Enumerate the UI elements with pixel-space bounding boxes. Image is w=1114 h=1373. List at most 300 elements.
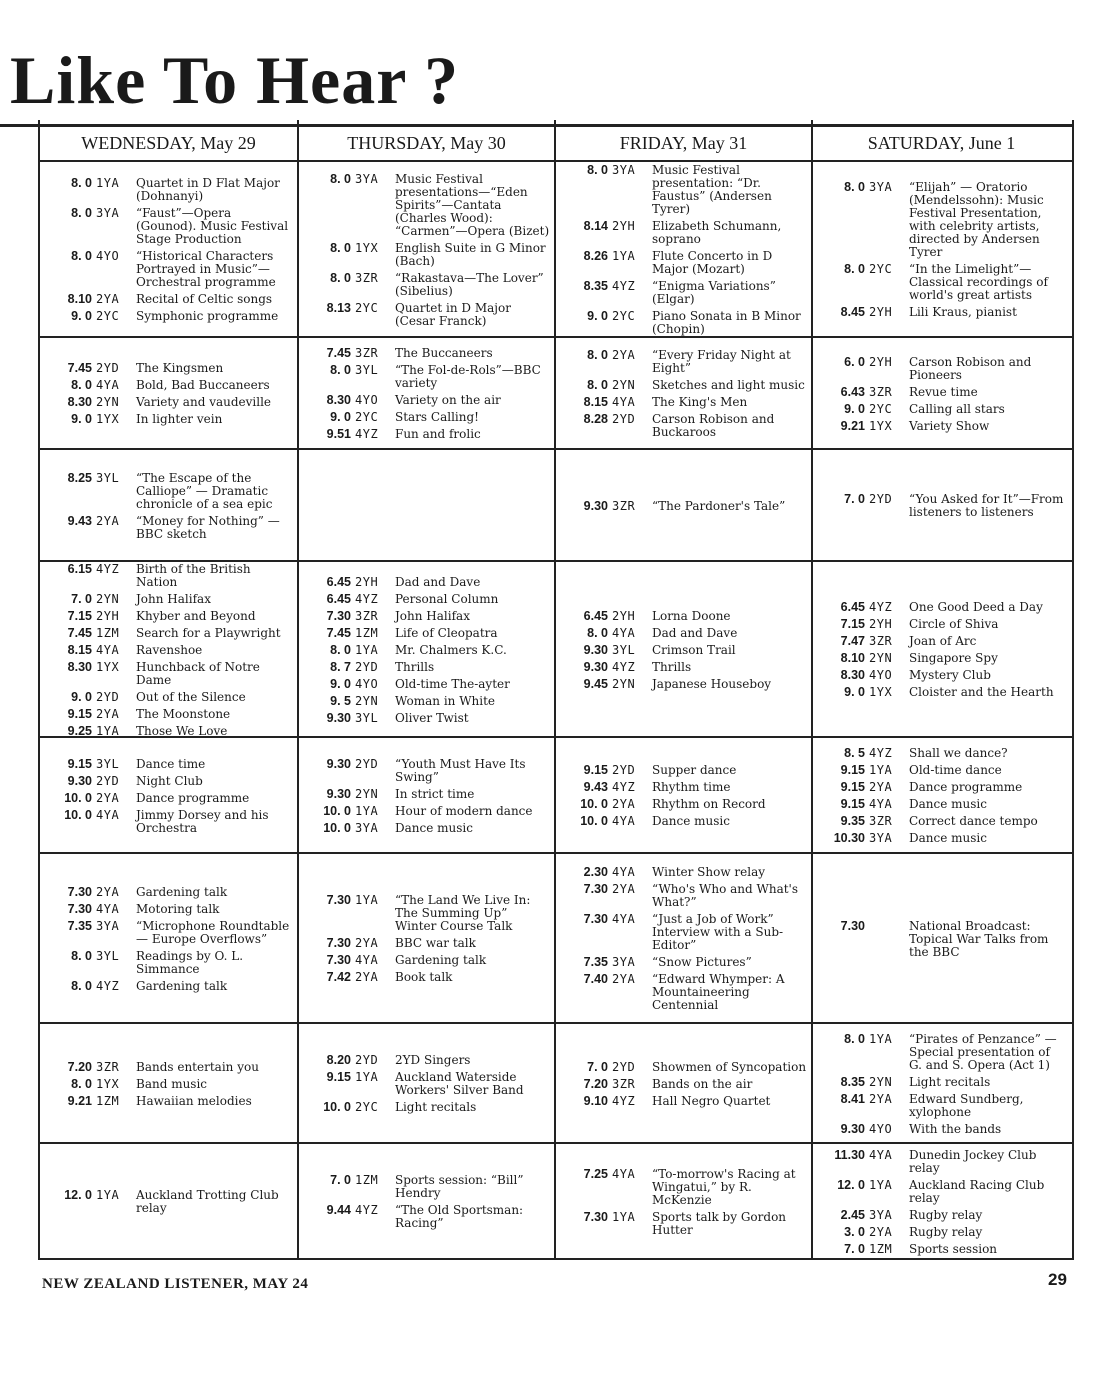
programme-time: 7.35 bbox=[583, 955, 608, 969]
station-call-sign: 1YA bbox=[355, 803, 379, 818]
programme-time: 8.10 bbox=[67, 292, 92, 306]
programme-entry bbox=[309, 712, 550, 725]
schedule-cell bbox=[813, 1144, 1070, 1258]
programme-time: 10. 0 bbox=[323, 820, 351, 835]
station-call-sign: 1ZM bbox=[355, 1173, 379, 1187]
programme-time: 7. 0 bbox=[844, 492, 865, 506]
programme-entry bbox=[823, 1226, 1066, 1239]
programme-time: 7.30 bbox=[583, 882, 608, 896]
station-call-sign: 1ZM bbox=[96, 1093, 120, 1108]
programme-entry bbox=[50, 775, 293, 788]
programme-title: Night Club bbox=[136, 773, 203, 788]
programme-time: 3. 0 bbox=[844, 1224, 865, 1239]
programme-title: Personal Column bbox=[395, 591, 499, 606]
page-title: Like To Hear ? bbox=[10, 42, 460, 118]
schedule-cell bbox=[299, 1024, 554, 1142]
programme-entry bbox=[50, 661, 293, 687]
programme-time: 7.30 bbox=[583, 1209, 608, 1224]
programme-time: 9.30 bbox=[840, 1121, 865, 1136]
programme-entry bbox=[309, 971, 550, 984]
programme-title: Sports session: “Bill” Hendry bbox=[395, 1173, 524, 1200]
programme-time: 8. 5 bbox=[844, 746, 865, 760]
programme-entry bbox=[50, 1189, 293, 1215]
station-call-sign: 2YH bbox=[612, 219, 636, 233]
programme-entry bbox=[823, 618, 1066, 631]
station-call-sign: 2YA bbox=[869, 780, 893, 794]
station-call-sign: 4YZ bbox=[869, 746, 893, 760]
programme-entry bbox=[50, 1078, 293, 1091]
station-call-sign: 2YA bbox=[96, 790, 120, 805]
programme-time: 7.20 bbox=[583, 1076, 608, 1091]
programme-title: BBC war talk bbox=[395, 936, 476, 950]
programme-time: 8. 0 bbox=[844, 1031, 865, 1046]
station-call-sign: 1YA bbox=[869, 1031, 893, 1046]
programme-title: “Pirates of Penzance” —Special presentation of G. and S. Opera (Act 1) bbox=[909, 1031, 1057, 1072]
schedule-cell bbox=[299, 562, 554, 736]
station-call-sign: 3YA bbox=[612, 955, 636, 969]
schedule-cell bbox=[556, 738, 811, 852]
programme-entry bbox=[823, 652, 1066, 665]
programme-title: Hunchback of Notre Dame bbox=[136, 659, 260, 687]
station-call-sign: 2YH bbox=[869, 617, 893, 631]
programme-title: Music Festival presentations—“Eden Spirits”—Cantata (Charles Wood): “Carmen”—Opera (Bizet) bbox=[395, 171, 550, 238]
programme-entry bbox=[566, 1095, 807, 1108]
programme-entry bbox=[309, 411, 550, 424]
programme-time: 2.45 bbox=[840, 1207, 865, 1222]
programme-title: Gardening talk bbox=[395, 953, 487, 967]
programme-entry bbox=[309, 805, 550, 818]
station-call-sign: 4YA bbox=[612, 814, 636, 828]
programme-time: 7. 0 bbox=[71, 591, 92, 606]
programme-entry bbox=[823, 403, 1066, 416]
programme-time: 7.30 bbox=[326, 953, 351, 967]
programme-entry bbox=[823, 1076, 1066, 1089]
programme-time: 9.15 bbox=[67, 706, 92, 721]
programme-entry bbox=[566, 866, 807, 879]
programme-title: National Broadcast: Topical War Talks from the BBC bbox=[909, 918, 1049, 959]
programme-time: 7.35 bbox=[67, 918, 92, 933]
programme-title: “The Land We Live In: The Summing Up” Winter Course Talk bbox=[395, 893, 531, 933]
programme-entry bbox=[823, 1179, 1066, 1205]
programme-entry bbox=[566, 883, 807, 909]
programme-time: 9.51 bbox=[326, 427, 351, 441]
station-call-sign: 2YA bbox=[612, 348, 636, 362]
programme-time: 10. 0 bbox=[323, 803, 351, 818]
programme-time: 8. 0 bbox=[844, 180, 865, 194]
station-call-sign: 3YL bbox=[355, 363, 379, 377]
programme-entry bbox=[566, 781, 807, 794]
programme-time: 9.43 bbox=[67, 513, 92, 528]
station-call-sign: 2YN bbox=[96, 591, 120, 606]
programme-time: 9.15 bbox=[840, 797, 865, 811]
station-call-sign: 2YD bbox=[355, 756, 379, 771]
programme-entry bbox=[823, 601, 1066, 614]
programme-title: Bands entertain you bbox=[136, 1059, 259, 1074]
programme-title: “Who's Who and What's What?” bbox=[652, 882, 799, 909]
programme-entry bbox=[823, 263, 1066, 302]
programme-title: Thrills bbox=[395, 659, 435, 674]
programme-time: 7.45 bbox=[67, 361, 92, 375]
programme-entry bbox=[50, 413, 293, 426]
programme-entry bbox=[50, 293, 293, 306]
programme-entry bbox=[50, 563, 293, 589]
programme-time: 9. 0 bbox=[330, 676, 351, 691]
programme-title: Dad and Dave bbox=[652, 625, 738, 640]
programme-title: “Enigma Variations” (Elgar) bbox=[652, 279, 776, 306]
programme-title: Dance programme bbox=[136, 790, 250, 805]
station-call-sign: 3ZR bbox=[612, 1076, 636, 1091]
programme-time: 9.30 bbox=[326, 710, 351, 725]
programme-title: Auckland Racing Club relay bbox=[909, 1177, 1045, 1205]
programme-time: 6.45 bbox=[326, 591, 351, 606]
programme-title: Rugby relay bbox=[909, 1224, 983, 1239]
station-call-sign: 3ZR bbox=[612, 498, 636, 513]
programme-title: Lorna Doone bbox=[652, 608, 731, 623]
programme-entry bbox=[50, 362, 293, 375]
schedule-cell bbox=[813, 1024, 1070, 1142]
programme-time: 8. 0 bbox=[330, 171, 351, 186]
programme-time: 8. 0 bbox=[330, 363, 351, 377]
footer-credit: NEW ZEALAND LISTENER, MAY 24 bbox=[42, 1276, 309, 1292]
programme-entry bbox=[50, 396, 293, 409]
programme-entry bbox=[823, 493, 1066, 519]
programme-entry bbox=[566, 1168, 807, 1207]
programme-title: Singapore Spy bbox=[909, 651, 998, 665]
programme-entry bbox=[309, 302, 550, 328]
station-call-sign: 2YC bbox=[96, 309, 120, 323]
station-call-sign: 1YA bbox=[869, 763, 893, 777]
programme-entry bbox=[823, 420, 1066, 433]
station-call-sign: 3YA bbox=[355, 171, 379, 186]
schedule-cell bbox=[40, 854, 297, 1022]
programme-time: 8.20 bbox=[326, 1053, 351, 1067]
programme-entry bbox=[566, 678, 807, 691]
programme-time: 9.15 bbox=[67, 756, 92, 771]
programme-entry bbox=[50, 515, 293, 541]
station-call-sign: 4YZ bbox=[355, 427, 379, 441]
station-call-sign: 4YA bbox=[96, 378, 120, 392]
station-call-sign: 2YA bbox=[869, 1224, 893, 1239]
programme-entry bbox=[566, 500, 807, 513]
programme-entry bbox=[50, 725, 293, 738]
programme-time: 8.30 bbox=[67, 395, 92, 409]
station-call-sign: 2YC bbox=[355, 1100, 379, 1114]
station-call-sign: 4YZ bbox=[612, 780, 636, 794]
programme-entry bbox=[823, 1243, 1066, 1256]
programme-time: 9.30 bbox=[583, 498, 608, 513]
programme-title: Quartet in D Major (Cesar Franck) bbox=[395, 300, 511, 328]
station-call-sign: 3ZR bbox=[355, 270, 379, 285]
station-call-sign: 3YL bbox=[355, 710, 379, 725]
programme-title: Search for a Playwright bbox=[136, 625, 281, 640]
programme-time: 9.30 bbox=[326, 756, 351, 771]
programme-entry bbox=[309, 272, 550, 298]
programme-title: “Edward Whymper: A Mountaineering Centennial bbox=[652, 972, 785, 1012]
station-call-sign: 2YH bbox=[869, 305, 893, 319]
programme-time: 9.30 bbox=[583, 659, 608, 674]
programme-title: “The Fol-de-Rols”—BBC variety bbox=[395, 363, 541, 390]
programme-time: 6.45 bbox=[840, 600, 865, 614]
station-call-sign: 2YH bbox=[96, 608, 120, 623]
programme-time: 8.35 bbox=[583, 279, 608, 293]
programme-entry bbox=[566, 250, 807, 276]
programme-entry bbox=[309, 661, 550, 674]
programme-entry bbox=[309, 954, 550, 967]
station-call-sign: 2YH bbox=[869, 354, 893, 369]
station-call-sign: 3ZR bbox=[355, 608, 379, 623]
programme-entry bbox=[823, 747, 1066, 760]
station-call-sign: 2YA bbox=[612, 797, 636, 811]
programme-title: Piano Sonata in B Minor (Chopin) bbox=[652, 309, 801, 336]
programme-title: Joan of Arc bbox=[909, 634, 977, 648]
station-call-sign: 2YN bbox=[355, 693, 379, 708]
programme-entry bbox=[50, 758, 293, 771]
station-call-sign: 4YA bbox=[869, 797, 893, 811]
programme-time: 8. 0 bbox=[71, 249, 92, 263]
programme-entry bbox=[823, 306, 1066, 319]
programme-entry bbox=[823, 764, 1066, 777]
programme-entry bbox=[50, 1061, 293, 1074]
station-call-sign: 2YC bbox=[355, 410, 379, 424]
programme-title: Lili Kraus, pianist bbox=[909, 305, 1017, 319]
programme-title: Cloister and the Hearth bbox=[909, 685, 1054, 699]
programme-title: “Elijah” — Oratorio (Mendelssohn): Music Festival Presentation, with celebrity artists, directed by Andersen Tyrer bbox=[909, 180, 1044, 259]
station-call-sign: 3ZR bbox=[869, 384, 893, 399]
station-call-sign: 1ZM bbox=[355, 625, 379, 640]
programme-entry bbox=[50, 980, 293, 993]
programme-title: In strict time bbox=[395, 786, 475, 801]
programme-title: Readings by O. L. Simmance bbox=[136, 948, 244, 976]
programme-time: 9.15 bbox=[840, 780, 865, 794]
programme-entry bbox=[50, 792, 293, 805]
programme-entry bbox=[50, 809, 293, 835]
day-header: SATURDAY, June 1 bbox=[867, 133, 1016, 153]
programme-title: Flute Concerto in D Major (Mozart) bbox=[652, 249, 773, 276]
programme-title: Stars Calling! bbox=[395, 410, 479, 424]
programme-title: “You Asked for It”—From listeners to listeners bbox=[909, 492, 1064, 519]
programme-time: 9. 0 bbox=[330, 410, 351, 424]
programme-time: 8. 0 bbox=[71, 176, 92, 190]
station-call-sign: 2YA bbox=[96, 513, 120, 528]
station-call-sign: 2YA bbox=[869, 1091, 893, 1106]
programme-time: 8. 0 bbox=[330, 270, 351, 285]
schedule-cell bbox=[40, 450, 297, 560]
programme-time: 7.45 bbox=[326, 346, 351, 360]
programme-time: 8.14 bbox=[583, 219, 608, 233]
schedule-cell bbox=[40, 738, 297, 852]
programme-time: 9. 0 bbox=[844, 401, 865, 416]
programme-title: Carson Robison and Pioneers bbox=[909, 354, 1032, 382]
programme-entry bbox=[823, 798, 1066, 811]
programme-time: 8. 0 bbox=[844, 262, 865, 276]
programme-title: Music Festival presentation: “Dr. Faustus” (Andersen Tyrer) bbox=[652, 163, 772, 216]
programme-entry bbox=[50, 903, 293, 916]
programme-time: 7.30 bbox=[840, 918, 865, 933]
programme-time: 7.25 bbox=[583, 1166, 608, 1181]
schedule-cell bbox=[556, 1144, 811, 1258]
station-call-sign: 4YZ bbox=[96, 978, 120, 993]
programme-title: “The Old Sportsman: Racing” bbox=[395, 1203, 524, 1230]
programme-title: Auckland Trotting Club relay bbox=[136, 1188, 279, 1215]
station-call-sign: 1ZM bbox=[96, 625, 120, 640]
programme-entry bbox=[823, 1093, 1066, 1119]
station-call-sign: 3YL bbox=[96, 948, 120, 963]
programme-entry bbox=[566, 627, 807, 640]
programme-time: 7.15 bbox=[840, 617, 865, 631]
programme-title: Dance programme bbox=[909, 780, 1023, 794]
schedule-cell bbox=[813, 738, 1070, 852]
schedule-cell bbox=[299, 162, 554, 336]
station-call-sign: 2YA bbox=[612, 882, 636, 896]
programme-entry bbox=[50, 310, 293, 323]
programme-entry bbox=[566, 349, 807, 375]
programme-title: Birth of the British Nation bbox=[136, 561, 251, 589]
programme-title: “Rakastava—The Lover” (Sibelius) bbox=[395, 270, 544, 298]
programme-time: 8. 0 bbox=[587, 348, 608, 362]
programme-title: In lighter vein bbox=[136, 412, 223, 426]
station-call-sign: 1YA bbox=[355, 1070, 379, 1084]
programme-title: Quartet in D Flat Major (Dohnanyi) bbox=[136, 176, 280, 203]
programme-time: 9.30 bbox=[583, 642, 608, 657]
programme-time: 8. 0 bbox=[71, 948, 92, 963]
station-call-sign: 2YA bbox=[96, 706, 120, 721]
station-call-sign: 4YZ bbox=[869, 600, 893, 614]
programme-title: Book talk bbox=[395, 970, 453, 984]
programme-time: 8.15 bbox=[67, 642, 92, 657]
programme-title: Crimson Trail bbox=[652, 642, 736, 657]
station-call-sign: 4YZ bbox=[612, 1093, 636, 1108]
programme-entry bbox=[309, 695, 550, 708]
programme-entry bbox=[309, 173, 550, 238]
programme-entry bbox=[50, 1095, 293, 1108]
programme-entry bbox=[309, 937, 550, 950]
programme-time: 8. 0 bbox=[71, 1076, 92, 1091]
programme-time: 9.15 bbox=[326, 1070, 351, 1084]
station-call-sign: 4YZ bbox=[612, 659, 636, 674]
station-call-sign: 3YA bbox=[869, 1207, 893, 1222]
programme-time: 9. 0 bbox=[71, 412, 92, 426]
station-call-sign: 1YA bbox=[612, 1209, 636, 1224]
programme-title: Edward Sundberg, xylophone bbox=[909, 1091, 1024, 1119]
programme-entry bbox=[566, 413, 807, 439]
station-call-sign: 3YL bbox=[96, 470, 120, 485]
programme-time: 7.20 bbox=[67, 1059, 92, 1074]
schedule-cell bbox=[299, 338, 554, 448]
page-number: 29 bbox=[1048, 1270, 1067, 1289]
programme-title: Hall Negro Quartet bbox=[652, 1093, 771, 1108]
programme-time: 10. 0 bbox=[64, 790, 92, 805]
programme-time: 6.43 bbox=[840, 384, 865, 399]
programme-title: Japanese Houseboy bbox=[652, 676, 772, 691]
programme-entry bbox=[309, 788, 550, 801]
station-call-sign: 1YA bbox=[96, 1188, 120, 1202]
station-call-sign: 4YZ bbox=[355, 1203, 379, 1217]
programme-title: 2YD Singers bbox=[395, 1053, 471, 1067]
programme-time: 8.10 bbox=[840, 651, 865, 665]
programme-title: “Just a Job of Work” Interview with a Sub-Editor” bbox=[652, 912, 784, 952]
station-call-sign: 2YD bbox=[96, 773, 120, 788]
programme-title: Calling all stars bbox=[909, 401, 1005, 416]
station-call-sign: 3YA bbox=[869, 180, 893, 194]
programme-title: Dad and Dave bbox=[395, 574, 481, 589]
station-call-sign: 4YA bbox=[96, 642, 120, 657]
programme-time: 10.30 bbox=[833, 831, 865, 845]
programme-title: “Microphone Roundtable — Europe Overflows” bbox=[136, 918, 290, 946]
programme-entry bbox=[309, 627, 550, 640]
programme-title: Dance music bbox=[395, 820, 473, 835]
programme-time: 10. 0 bbox=[323, 1100, 351, 1114]
programme-title: Old-time The-ayter bbox=[395, 676, 510, 691]
schedule-cell bbox=[813, 854, 1070, 1022]
programme-time: 9.21 bbox=[840, 418, 865, 433]
programme-entry bbox=[566, 396, 807, 409]
programme-title: Correct dance tempo bbox=[909, 814, 1038, 828]
programme-title: Circle of Shiva bbox=[909, 617, 999, 631]
schedule-cell bbox=[299, 854, 554, 1022]
schedule-cell bbox=[556, 562, 811, 736]
programme-entry bbox=[50, 627, 293, 640]
programme-entry bbox=[309, 593, 550, 606]
programme-title: “The Escape of the Calliope” — Dramatic chronicle of a sea epic bbox=[136, 470, 273, 511]
programme-entry bbox=[823, 1123, 1066, 1136]
programme-title: Shall we dance? bbox=[909, 746, 1008, 760]
station-call-sign: 2YA bbox=[355, 970, 379, 984]
programme-time: 9.35 bbox=[840, 814, 865, 828]
day-header: WEDNESDAY, May 29 bbox=[81, 133, 256, 153]
programme-time: 7.45 bbox=[326, 625, 351, 640]
programme-time: 9. 0 bbox=[844, 685, 865, 699]
station-call-sign: 2YC bbox=[869, 262, 893, 276]
programme-entry bbox=[309, 894, 550, 933]
programme-title: Dance music bbox=[909, 831, 987, 845]
station-call-sign: 2YA bbox=[612, 972, 636, 986]
programme-time: 8. 0 bbox=[330, 642, 351, 657]
schedule-cell bbox=[40, 1144, 297, 1258]
programme-time: 8.28 bbox=[583, 412, 608, 426]
programme-time: 9.44 bbox=[326, 1203, 351, 1217]
programme-title: Fun and frolic bbox=[395, 427, 481, 441]
programme-entry bbox=[309, 678, 550, 691]
programme-entry bbox=[309, 1204, 550, 1230]
programme-entry bbox=[50, 644, 293, 657]
programme-time: 7.30 bbox=[67, 884, 92, 899]
station-call-sign: 3YA bbox=[96, 206, 120, 220]
station-call-sign: 2YA bbox=[355, 936, 379, 950]
station-call-sign: 4YA bbox=[612, 865, 636, 879]
programme-entry bbox=[823, 1149, 1066, 1175]
programme-entry bbox=[309, 394, 550, 407]
programme-entry bbox=[309, 1054, 550, 1067]
programme-title: Light recitals bbox=[909, 1074, 991, 1089]
station-call-sign: 1YX bbox=[355, 240, 379, 255]
programme-time: 9.10 bbox=[583, 1093, 608, 1108]
programme-title: Supper dance bbox=[652, 763, 737, 777]
programme-entry bbox=[50, 610, 293, 623]
programme-entry bbox=[566, 1078, 807, 1091]
programme-title: Band music bbox=[136, 1076, 208, 1091]
schedule-cell bbox=[813, 162, 1070, 336]
station-call-sign: 1YA bbox=[96, 176, 120, 190]
programme-entry bbox=[50, 691, 293, 704]
station-call-sign: 4YZ bbox=[355, 591, 379, 606]
station-call-sign: 1YX bbox=[869, 685, 893, 699]
programme-time: 8.45 bbox=[840, 305, 865, 319]
station-call-sign: 4YA bbox=[612, 625, 636, 640]
schedule-cell bbox=[40, 562, 297, 736]
programme-title: Light recitals bbox=[395, 1100, 477, 1114]
station-call-sign: 4YO bbox=[869, 1121, 893, 1136]
station-call-sign: 2YD bbox=[612, 763, 636, 777]
